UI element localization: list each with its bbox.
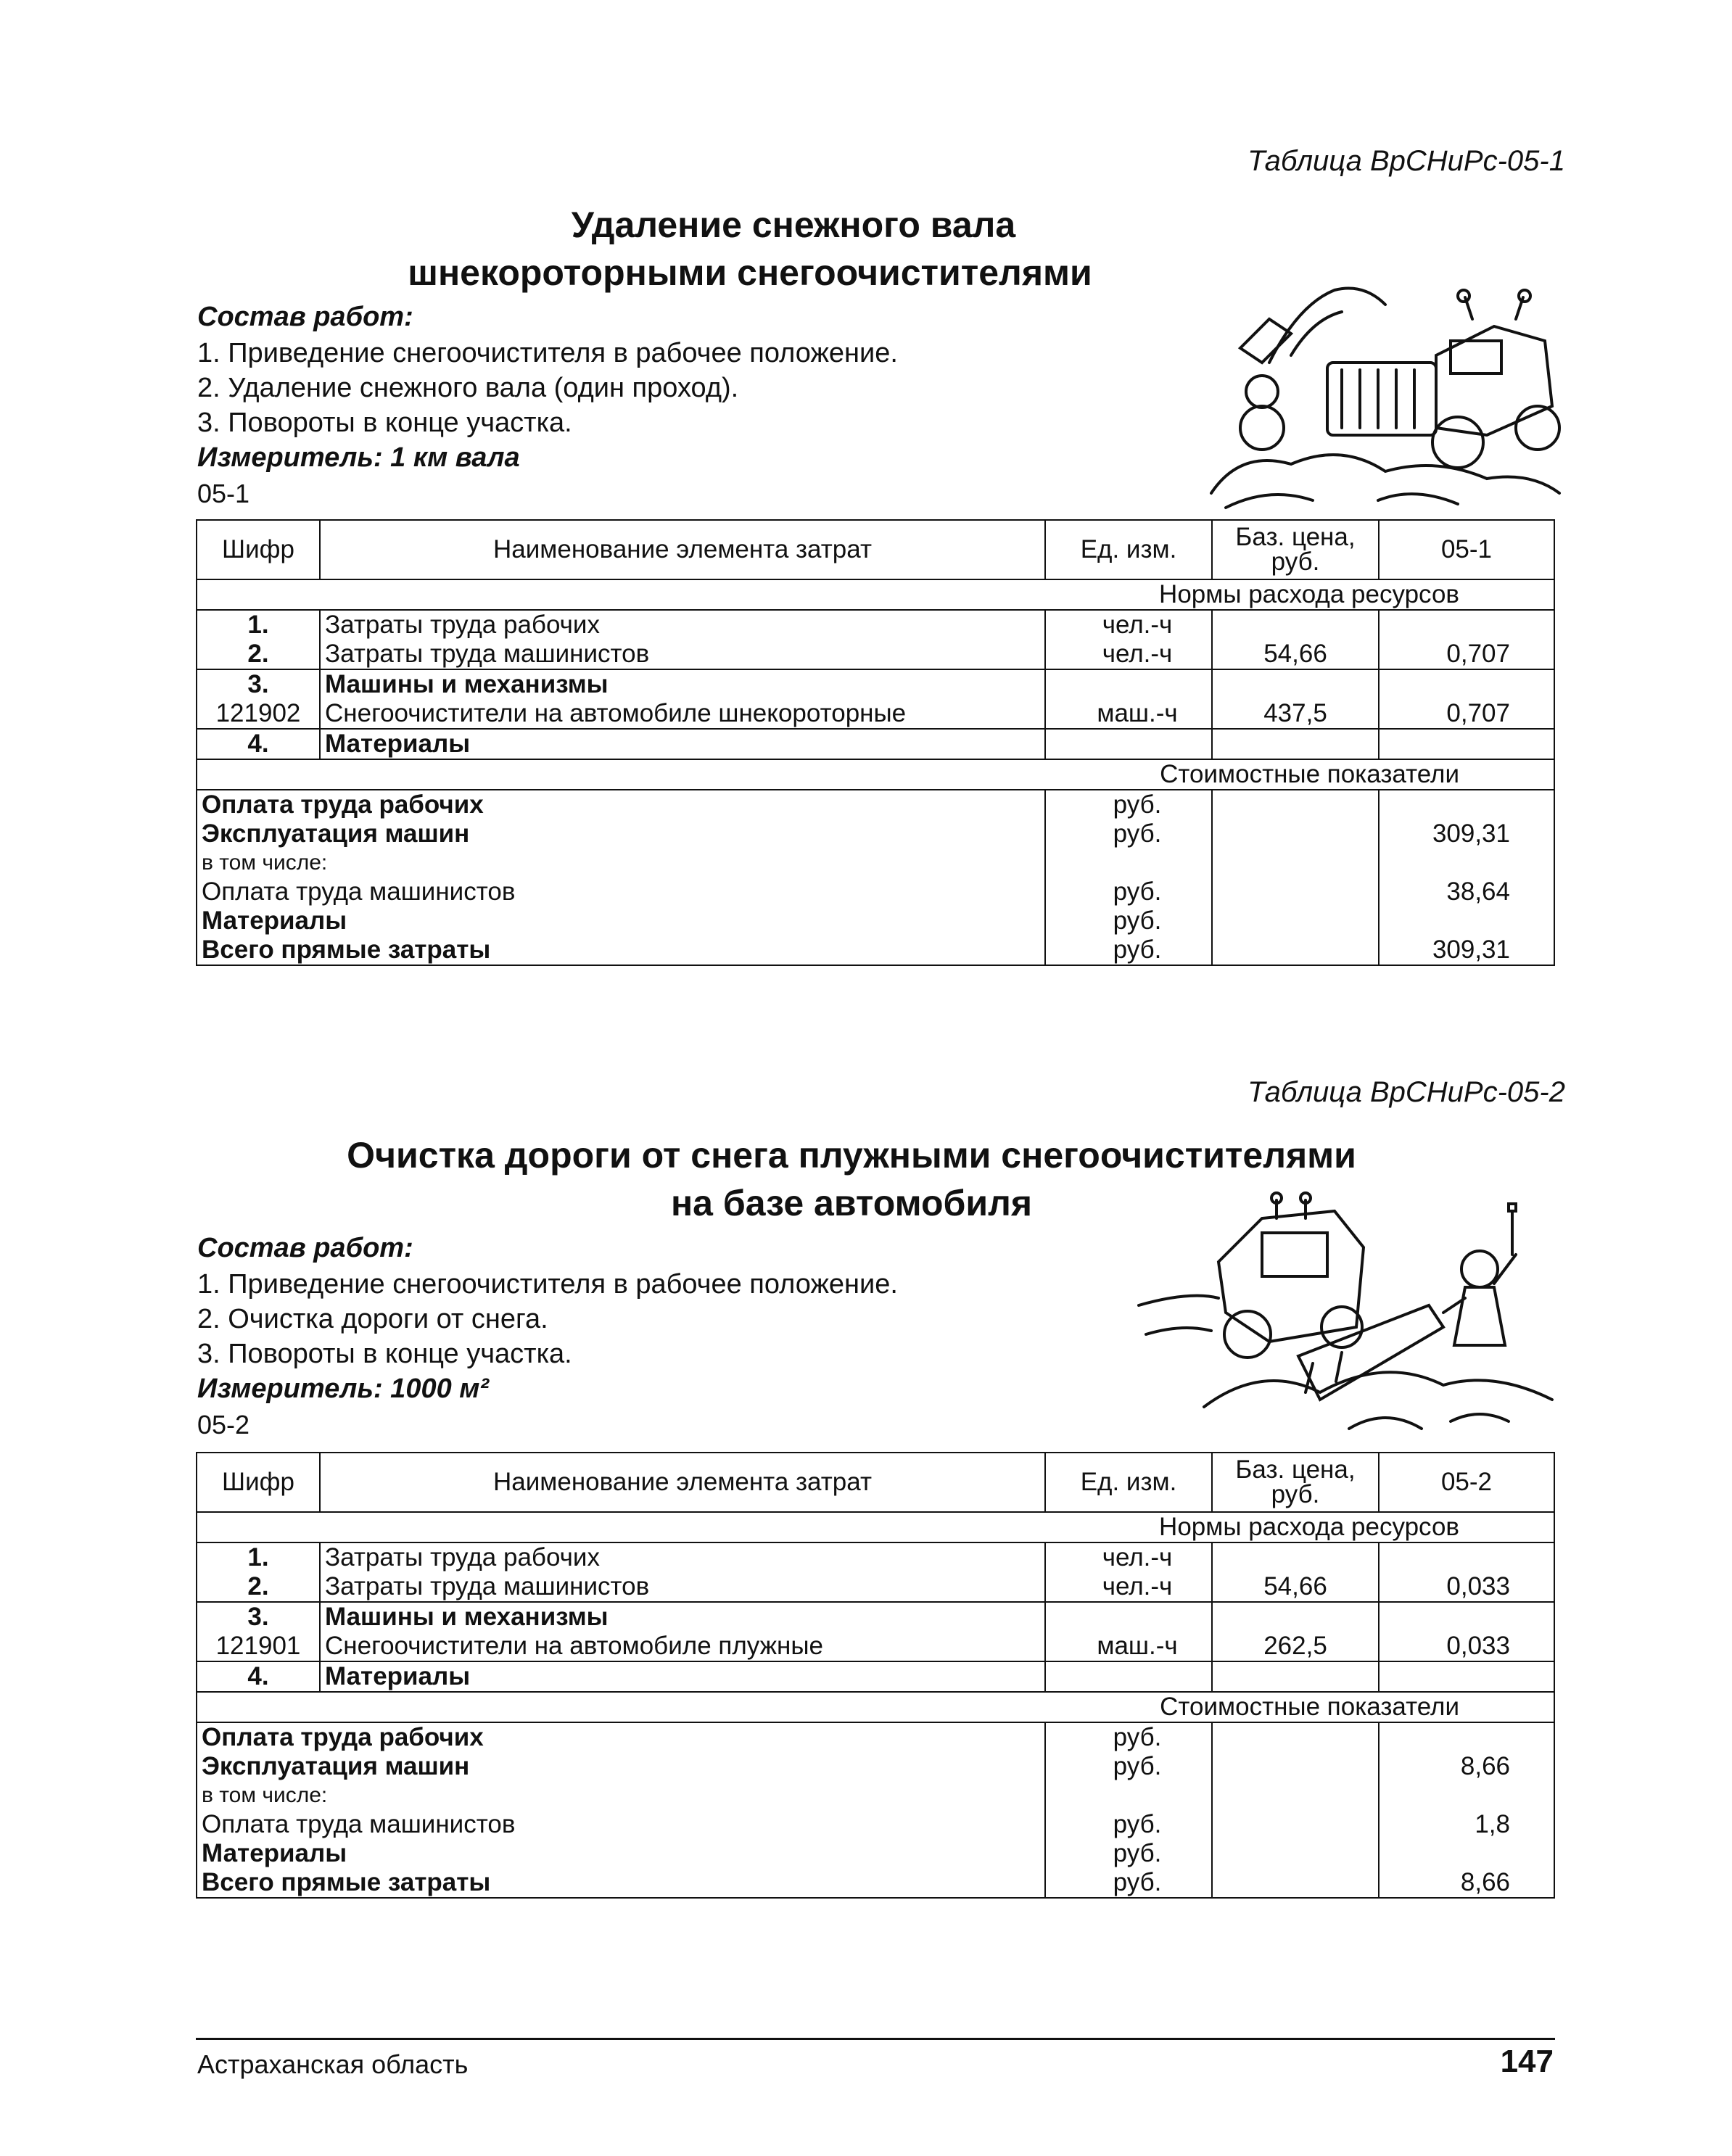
cost-value [1379, 1839, 1554, 1868]
row-unit [1045, 1602, 1212, 1632]
row-name: Материалы [320, 729, 1045, 759]
table-ref-2: Таблица ВрСНиРс-05-2 [1248, 1076, 1565, 1108]
resource-table-1 [196, 519, 1555, 966]
row-num: 2. [197, 1572, 320, 1602]
cost-name: в том числе: [197, 1781, 1045, 1810]
col-header-unit: Ед. изм. [1045, 520, 1212, 579]
row-num: 1. [197, 610, 320, 640]
page-number: 147 [1500, 2044, 1554, 2079]
section-title-1-line2: шнекороторными снегоочистителями [408, 252, 1092, 293]
col-header-price: Баз. цена, руб. [1212, 1453, 1379, 1512]
col-header-shifr: Шифр [197, 520, 320, 579]
cost-unit: руб. [1045, 906, 1212, 935]
cost-name: Всего прямые затраты [197, 1868, 1045, 1898]
row-value: 0,707 [1379, 699, 1554, 729]
table-header-row [197, 1453, 1554, 1512]
cost-value [1379, 1722, 1554, 1752]
cost-name: Оплата труда машинистов [197, 1810, 1045, 1839]
cost-row [197, 877, 1554, 906]
table-row [197, 640, 1554, 669]
cost-value: 38,64 [1379, 877, 1554, 906]
cost-value: 8,66 [1379, 1868, 1554, 1898]
footer-divider [196, 2038, 1555, 2040]
row-name: Затраты труда машинистов [320, 1572, 1045, 1602]
cost-row [197, 790, 1554, 819]
cost-value [1379, 848, 1554, 877]
work-item: 1. Приведение снегоочистителя в рабочее положение. [197, 338, 898, 368]
row-price: 54,66 [1212, 1572, 1379, 1602]
section-title-2-line1: Очистка дороги от снега плужными снегоочистителями [347, 1135, 1356, 1176]
row-unit: маш.-ч [1045, 1632, 1212, 1661]
row-price [1212, 610, 1379, 640]
row-name: Снегоочистители на автомобиле шнекороторные [320, 699, 1045, 729]
cost-unit: руб. [1045, 1752, 1212, 1781]
cost-name: Материалы [197, 1839, 1045, 1868]
row-name: Затраты труда рабочих [320, 610, 1045, 640]
cost-name: Эксплуатация машин [197, 819, 1045, 848]
cost-unit: руб. [1045, 1839, 1212, 1868]
cost-unit [1045, 848, 1212, 877]
row-value [1379, 1602, 1554, 1632]
cost-name: в том числе: [197, 848, 1045, 877]
cost-row [197, 1752, 1554, 1781]
cost-value: 309,31 [1379, 935, 1554, 965]
cost-value: 8,66 [1379, 1752, 1554, 1781]
section-title-2-line2: на базе автомобиля [670, 1183, 1033, 1223]
cost-section-label: Стоимостные показатели [197, 1692, 1554, 1722]
table-row [197, 669, 1554, 699]
row-value: 0,033 [1379, 1572, 1554, 1602]
row-num: 121902 [197, 699, 320, 729]
row-value [1379, 1542, 1554, 1572]
row-unit [1045, 669, 1212, 699]
row-price [1212, 669, 1379, 699]
cost-value: 1,8 [1379, 1810, 1554, 1839]
cost-value [1379, 1781, 1554, 1810]
cost-name: Эксплуатация машин [197, 1752, 1045, 1781]
row-unit: чел.-ч [1045, 610, 1212, 640]
table-row [197, 699, 1554, 729]
row-price: 54,66 [1212, 640, 1379, 669]
row-value [1379, 1661, 1554, 1692]
cost-value [1379, 906, 1554, 935]
cost-value: 309,31 [1379, 819, 1554, 848]
measure-unit: Измеритель: 1000 м² [197, 1374, 490, 1404]
row-value: 0,707 [1379, 640, 1554, 669]
row-num: 2. [197, 640, 320, 669]
work-item: 1. Приведение снегоочистителя в рабочее положение. [197, 1269, 898, 1300]
section-title-1-line1: Удаление снежного вала [571, 205, 1016, 245]
row-price: 262,5 [1212, 1632, 1379, 1661]
table-ref-1: Таблица ВрСНиРс-05-1 [1248, 145, 1565, 177]
snowblower-truck-illustration [1197, 276, 1574, 515]
col-header-name: Наименование элемента затрат [320, 520, 1045, 579]
work-item: 3. Повороты в конце участка. [197, 408, 572, 438]
cost-row [197, 1722, 1554, 1752]
cost-value [1379, 790, 1554, 819]
row-value: 0,033 [1379, 1632, 1554, 1661]
row-unit [1045, 729, 1212, 759]
cost-name: Оплата труда рабочих [197, 1722, 1045, 1752]
footer-region: Астраханская область [197, 2049, 469, 2079]
cost-unit: руб. [1045, 819, 1212, 848]
table-row [197, 1572, 1554, 1602]
row-price [1212, 1602, 1379, 1632]
row-name: Машины и механизмы [320, 1602, 1045, 1632]
cost-name: Оплата труда машинистов [197, 877, 1045, 906]
norms-section-label: Нормы расхода ресурсов [197, 579, 1554, 610]
row-unit: маш.-ч [1045, 699, 1212, 729]
cost-unit [1045, 1781, 1212, 1810]
work-composition-header: Состав работ: [197, 1233, 413, 1263]
row-value [1379, 729, 1554, 759]
cost-row [197, 1781, 1554, 1810]
row-num: 4. [197, 729, 320, 759]
row-price [1212, 1542, 1379, 1572]
measure-unit: Измеритель: 1 км вала [197, 442, 520, 473]
cost-unit: руб. [1045, 1810, 1212, 1839]
snowplow-truck-illustration [1131, 1189, 1559, 1443]
table-row [197, 729, 1554, 759]
cost-row [197, 1810, 1554, 1839]
cost-name: Оплата труда рабочих [197, 790, 1045, 819]
norm-code: 05-2 [197, 1410, 250, 1440]
cost-section-label: Стоимостные показатели [197, 759, 1554, 790]
col-header-shifr: Шифр [197, 1453, 320, 1512]
table-row [197, 1661, 1554, 1692]
col-header-code: 05-2 [1379, 1453, 1554, 1512]
work-composition-header: Состав работ: [197, 302, 413, 332]
resource-table-2 [196, 1452, 1555, 1899]
row-name: Материалы [320, 1661, 1045, 1692]
work-item: 3. Повороты в конце участка. [197, 1339, 572, 1369]
row-unit [1045, 1661, 1212, 1692]
col-header-name: Наименование элемента затрат [320, 1453, 1045, 1512]
table-row [197, 610, 1554, 640]
cost-unit: руб. [1045, 1868, 1212, 1898]
row-name: Снегоочистители на автомобиле плужные [320, 1632, 1045, 1661]
cost-row [197, 935, 1554, 965]
cost-unit: руб. [1045, 877, 1212, 906]
table-row [197, 1632, 1554, 1661]
row-num: 4. [197, 1661, 320, 1692]
cost-name: Всего прямые затраты [197, 935, 1045, 965]
cost-unit: руб. [1045, 790, 1212, 819]
col-header-price: Баз. цена, руб. [1212, 520, 1379, 579]
table-row [197, 1542, 1554, 1572]
row-unit: чел.-ч [1045, 1542, 1212, 1572]
cost-row [197, 1868, 1554, 1898]
row-num: 1. [197, 1542, 320, 1572]
row-num: 121901 [197, 1632, 320, 1661]
cost-row [197, 906, 1554, 935]
row-name: Затраты труда рабочих [320, 1542, 1045, 1572]
row-value [1379, 669, 1554, 699]
row-price: 437,5 [1212, 699, 1379, 729]
norms-section-label: Нормы расхода ресурсов [197, 1512, 1554, 1542]
row-name: Машины и механизмы [320, 669, 1045, 699]
row-num: 3. [197, 1602, 320, 1632]
work-item: 2. Очистка дороги от снега. [197, 1304, 548, 1334]
cost-row [197, 848, 1554, 877]
norm-code: 05-1 [197, 479, 250, 508]
cost-unit: руб. [1045, 1722, 1212, 1752]
row-price [1212, 1661, 1379, 1692]
col-header-code: 05-1 [1379, 520, 1554, 579]
cost-name: Материалы [197, 906, 1045, 935]
row-name: Затраты труда машинистов [320, 640, 1045, 669]
cost-row [197, 1839, 1554, 1868]
row-unit: чел.-ч [1045, 640, 1212, 669]
row-num: 3. [197, 669, 320, 699]
row-unit: чел.-ч [1045, 1572, 1212, 1602]
row-price [1212, 729, 1379, 759]
cost-unit: руб. [1045, 935, 1212, 965]
table-header-row [197, 520, 1554, 579]
cost-row [197, 819, 1554, 848]
row-value [1379, 610, 1554, 640]
table-row [197, 1602, 1554, 1632]
work-item: 2. Удаление снежного вала (один проход). [197, 373, 739, 403]
col-header-unit: Ед. изм. [1045, 1453, 1212, 1512]
